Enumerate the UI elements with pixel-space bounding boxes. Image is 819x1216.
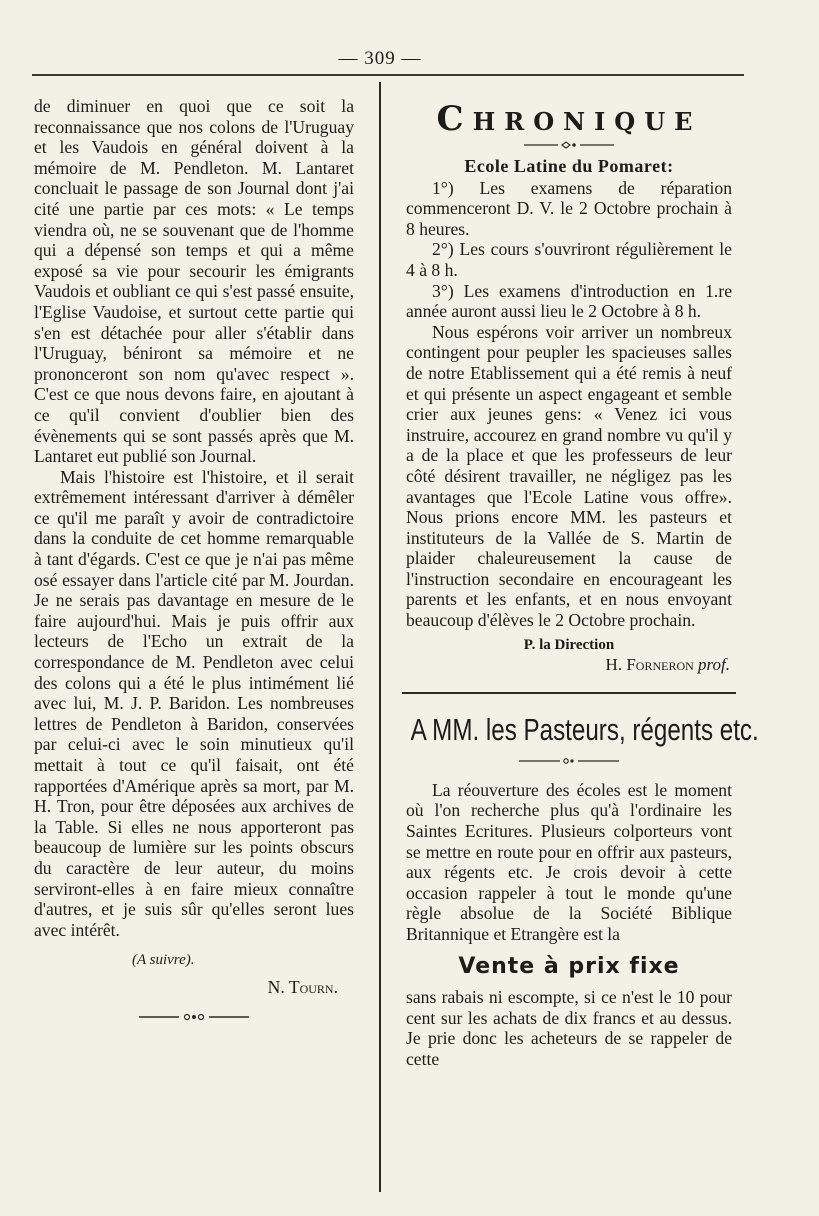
section-rule — [402, 692, 736, 694]
right-column — [406, 98, 759, 1070]
left-paragraph-2: Mais l'histoire est l'histoire, et il serait extrêmement intéressant d'arriver à démêler ce qu'il me paraît y avoir de contradictoire dans la conduite de cet homme remarquable à tant d'égards. C'est ce que je n'ai pas même osé essayer dans l'article cité par M. Jourdan. Je ne serais pas davantage en mesure de le faire aujourd'hui. Mais je puis offrir aux lecteurs de l'Echo un extrait de la correspondance de M. Pendleton avec celui des colons qui a été le plus intimément lié avec lui, M. J. P. Baridon. Les nombreuses lettres de Pendleton à Baridon, conservées par celui-ci avec le soin minutieux qu'il mettait à tout ce qu'il faisait, ont été rapportées d'Amérique après sa mort, par M. H. Tron, pour être déposées aux archives de la Table. Si elles ne nous apporteront pas beaucoup de lumière sur les points obscurs du caractère de leur auteur, du moins serviront-elles à en faire mieux connaître d'autres, et je suis sûr qu'elles seront lues avec intérêt. — [34, 466, 354, 940]
notice-emphasis: Vente à prix fixe — [458, 953, 680, 979]
header-rule — [32, 74, 744, 76]
chronique-body: Nous espérons voir arriver un nombreux contingent pour peupler les spacieuses salles de notre Etablissement qui a été remis à neuf et qui présente un aspect engageant et semble crier aux jeunes gens: « Venez ici vous instruire, accourez en grand nombre vu qu'il y a de la place et que les professeurs de leur côté désirent travailler, ne négligez pas les avantages que l'Ecole Latine vous offre». Nous prions encore MM. les pasteurs et instituteurs de la Vallée de S. Martin de plaider chaleureusement la cause de l'instruction secondaire en encourageant les parents et les enfants, et en nous envoyant beaucoup d'élèves le 2 Octobre prochain. — [406, 321, 732, 631]
left-column — [34, 96, 354, 1022]
direction-label: P. la Direction — [523, 636, 615, 653]
left-paragraph-1: de diminuer en quoi que ce soit la reconnaissance que nos colons de l'Uruguay et les Vaudois en général doivent à la mémoire de M. Pendleton. M. Lantaret concluait le passage de son Journal dont j'ai cité une partie par ces mots: « Le temps viendra où, ne se souvenant que de l'homme qui a dépensé son temps et qui a même exposé sa vie pour secourir les émigrants Vaudois et oubliant ce qui s'est passé ensuite, l'Eglise Vaudoise, et surtout cette partie qui s'en est détachée pour aller s'établir dans l'Uruguay, béniront sa mémoire et ne prononceront son nom qu'avec respect ». C'est ce que nous devons faire, en ajoutant à ce qu'il convient d'oublier bien des évènements qui se sont passés après que M. Lantaret eut publié son Journal. — [34, 96, 354, 467]
school-subheading: Ecole Latine du Pomaret: — [464, 156, 674, 176]
notice-continuation: sans rabais ni escompte, si ce n'est le 10 pour cent sur les achats de dix francs et au dessus. Je prie donc les acheteurs de se rappeler de cette — [406, 987, 732, 1069]
chronique-signature — [406, 655, 732, 676]
to-follow-note: (A suivre). — [132, 952, 195, 969]
chronique-ornament-icon — [514, 140, 624, 150]
column-divider — [379, 82, 381, 1192]
article-signature — [34, 950, 354, 997]
article-author: N. Tourn. — [267, 976, 338, 997]
signature-title: prof. — [698, 655, 730, 675]
notice-body: La réouverture des écoles est le moment où l'on recherche plus qu'à l'ordinaire les Saintes Ecritures. Plusieurs colporteurs vont se mettre en route pour en offrir aux pasteurs, aux régents etc. Je crois devoir à cette occasion rappeler à tout le monde qu'une règle absolue de la Société Biblique Britannique et Etrangère est la — [406, 779, 732, 944]
end-ornament-icon — [139, 1012, 249, 1022]
chronique-item-3: 3°) Les examens d'introduction en 1.re année auront aussi lieu le 2 Octobre à 8 h. — [406, 280, 732, 322]
notice-title: A MM. les Pasteurs, régents etc. — [410, 711, 759, 747]
chronique-title: Chronique — [436, 99, 702, 139]
page-number: — 309 — — [338, 48, 422, 69]
notice-ornament-icon — [514, 756, 624, 766]
chronique-item-2: 2°) Les cours s'ouvriront régulièrement le 4 à 8 h. — [406, 239, 732, 280]
chronique-item-1: 1°) Les examens de réparation commenceront D. V. le 2 Octobre prochain à 8 heures. — [406, 177, 732, 239]
signature-name: H. Forneron — [605, 655, 694, 675]
